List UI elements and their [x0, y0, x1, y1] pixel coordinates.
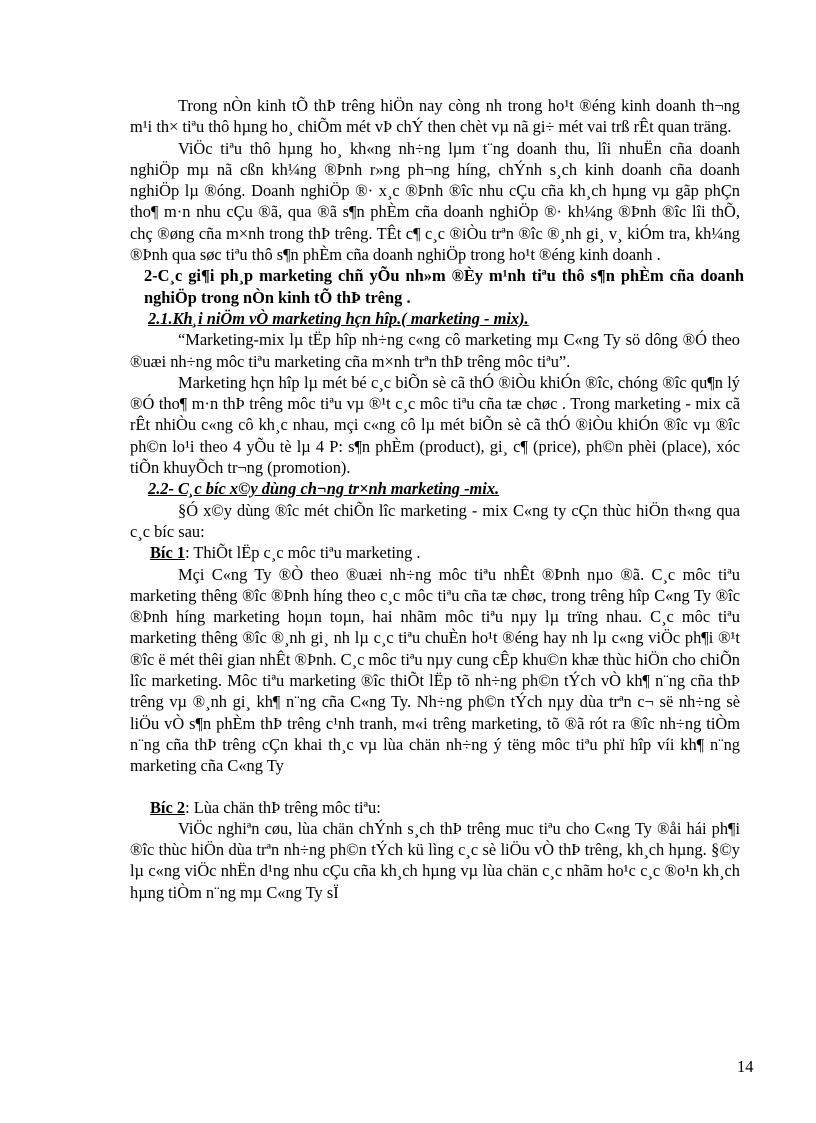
- step-1-heading: [150, 542, 740, 563]
- step-2-heading: [150, 797, 740, 818]
- page-number: 14: [737, 1057, 754, 1076]
- paragraph-marketing-mix-definition: “Marketing-mix lµ tËp hîp nh÷ng c«ng cô marketing mµ C«ng Ty sö dông ®Ó theo ®uæi nh÷ng môc tiªu marketing cña m×nh trªn thÞ trêng môc tiªu”.: [130, 330, 740, 371]
- section-heading-2: 2-C¸c gi¶i ph¸p marketing chñ yÕu nh»m ®Èy m¹nh tiªu thô s¶n phÈm cña doanh nghiÖp trong nÒn kinh tÕ thÞ trêng .: [144, 266, 744, 307]
- paragraph-step-1: Mçi C«ng Ty ®Ò theo ®uæi nh÷ng môc tiªu nhÊt ®Þnh nµo ®ã. C¸c môc tiªu marketing thêng ®îc ®Þnh híng theo c¸c môc tiªu cña tæ chøc, trong trêng hîp C«ng Ty ®îc ®Þnh híng marketing hoµn toµn, hai nhãm môc tiªu nµy lµ trïng nhau. C¸c môc tiªu marketing thêng ®îc ®¸nh gi¸ nh lµ c¸c tiªu chuÈn ho¹t ®éng hay nh lµ c«ng viÖc ph¶i ®¹t ®îc ë mét thêi gian nhÊt ®Þnh. C¸c môc tiªu nµy cung cÊp khu©n khæ thùc hiÖn cho chiÕn lîc marketing. Môc tiªu marketing ®îc thiÕt lËp tõ nh÷ng ph©n tÝch vÒ kh¶ n¨ng cña thÞ trêng vµ ®¸nh gi¸ kh¶ n¨ng cña C«ng Ty. Nh÷ng ph©n tÝch nµy dùa trªn c¬ së nh÷ng sè liÖu vÒ s¶n phÈm thÞ trêng c¹nh tranh, m«i trêng marketing, tõ ®ã rót ra ®îc nh÷ng tiÒm n¨ng cña thÞ trêng cÇn khai th¸c vµ lùa chän nh÷ng ý tëng môc tiªu phï hîp víi kh¶ n¨ng marketing cña C«ng Ty: [130, 564, 740, 776]
- document-page: [130, 95, 744, 903]
- paragraph-marketing-mix-4p: Marketing hçn hîp lµ mét bé c¸c biÕn sè cã thÓ ®iÒu khiÓn ®îc, chóng ®îc qu¶n lý ®Ó tho¶ m·n thÞ trêng môc tiªu vµ ®¹t c¸c môc tiªu cña tæ chøc . Trong marketing - mix cã rÊt nhiÒu c«ng cô kh¸c nhau, mçi c«ng cô lµ mét biÕn sè cã thÓ ®iÒu khiÓn ®îc vµ ®îc ph©n lo¹i theo 4 yÕu tè lµ 4 P: s¶n phÈm (product), gi¸ c¶ (price), ph©n phèi (place), xóc tiÕn khuyÕch tr¬ng (promotion).: [130, 372, 740, 478]
- step-1-label: Bíc 1: [150, 543, 186, 563]
- step-2-text: : Lùa chän thÞ trêng môc tiªu:: [185, 797, 381, 817]
- step-1-text: : ThiÕt lËp c¸c môc tiªu marketing .: [185, 543, 421, 563]
- paragraph-step-2: ViÖc nghiªn cøu, lùa chän chÝnh s¸ch thÞ trêng muc tiªu cho C«ng Ty ®åi hái ph¶i ®îc thùc hiÖn dùa trªn nh÷ng ph©n tÝch kü lìng c¸c sè liÖu vÒ thÞ trêng, kh¸ch hµng. §©y lµ c«ng viÖc nhËn d¹ng nhu cÇu cña kh¸ch hµng vµ lùa chän c¸c nhãm ho¹c c¸c ®o¹n kh¸ch hµng tiÒm n¨ng mµ C«ng Ty sÏ: [130, 818, 740, 902]
- paragraph-gap: [130, 777, 740, 797]
- step-2-label: Bíc 2: [150, 797, 186, 817]
- subsection-heading-2-2: 2.2- C¸c bíc x©y dùng ch¬ng tr×nh marketing -mix.: [148, 479, 500, 499]
- subsection-heading-2-1: 2.1.Kh¸i niÖm vÒ marketing hçn hîp.( marketing - mix).: [148, 308, 529, 328]
- paragraph-intro: Trong nÒn kinh tÕ thÞ trêng hiÖn nay còng nh trong ho¹t ®éng kinh doanh th¬ng m¹i th× tiªu thô hµng ho¸ chiÕm mét vÞ chÝ then chèt vµ nã gi÷ mét vai trß rÊt quan träng.: [130, 96, 740, 137]
- paragraph-steps-intro: §Ó x©y dùng ®îc mét chiÕn lîc marketing - mix C«ng ty cÇn thùc hiÖn th«ng qua c¸c bíc sau:: [130, 500, 740, 541]
- paragraph-consumption: ViÖc tiªu thô hµng ho¸ kh«ng nh÷ng lµm t¨ng doanh thu, lîi nhuËn cña doanh nghiÖp mµ nã cßn kh¼ng ®Þnh r»ng ph¬ng híng, chÝnh s¸ch kinh doanh cña doanh nghiÖp lµ ®óng. Doanh nghiÖp ®· x¸c ®Þnh ®îc nhu cÇu cña kh¸ch hµng vµ gãp phÇn tho¶ m·n nhu cÇu ®ã, qua ®ã s¶n phÈm cña doanh nghiÖp ®· kh¼ng ®Þnh ®îc lîi thÕ, chç ®øng cña m×nh trong thÞ trêng. TÊt c¶ c¸c ®iÒu trªn ®îc ®¸nh gi¸ v¸ kiÓm tra, kh¼ng ®Þnh qua søc tiªu thô s¶n phÈm cña doanh nghiÖp trong ho¹t ®éng kinh doanh .: [130, 138, 740, 265]
